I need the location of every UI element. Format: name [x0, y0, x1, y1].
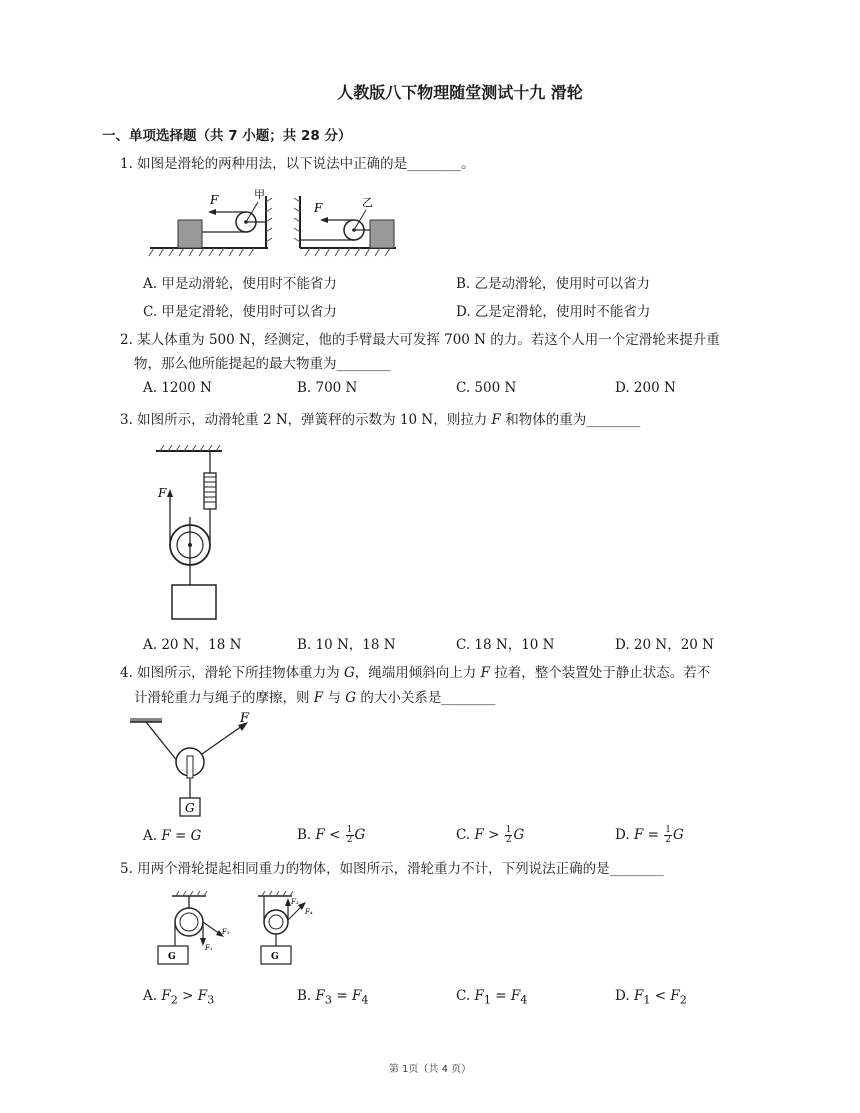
q5-F2-label: F₂	[222, 928, 230, 936]
page-footer: 第 1页（共 4 页）	[388, 1064, 472, 1075]
q4-G-label: G	[185, 801, 195, 815]
q4-option-c[interactable]: C. F > $\frac{1}{2}$ G	[456, 825, 525, 845]
q4-option-d[interactable]: D. F = $\frac{1}{2}$ G	[615, 825, 684, 845]
q5-F1-label: F₁	[205, 944, 213, 952]
q1-right-F-label: F	[314, 201, 323, 215]
page-title: 人教版八下物理随堂测试十九 滑轮	[337, 83, 583, 102]
q1-option-d[interactable]: D. 乙是定滑轮，使用时不能省力	[456, 304, 651, 320]
q1-left-F-label: F	[210, 193, 219, 207]
q5-option-d[interactable]: D. $F_1 < F_2$	[615, 988, 687, 1007]
question-1-stem: 1. 如图是滑轮的两种用法，以下说法中正确的是________。	[120, 156, 475, 172]
question-5-stem: 5. 用两个滑轮提起相同重力的物体，如图所示，滑轮重力不计，下列说法正确的是________	[120, 861, 664, 877]
q4-option-b[interactable]: B. F < $\frac{1}{2}$ G	[297, 825, 366, 845]
question-1-figure	[140, 180, 400, 262]
q3-option-c[interactable]: C. 18 N，10 N	[456, 637, 555, 653]
q1-right-tag: 乙	[362, 196, 373, 209]
q5-option-a[interactable]: A. $F_2 > F_3$	[143, 988, 215, 1007]
question-3-figure	[150, 445, 230, 623]
q2-option-d[interactable]: D. 200 N	[615, 380, 676, 396]
q4-option-a[interactable]: A. F = G	[143, 828, 202, 844]
q5-option-b[interactable]: B. $F_3 = F_4$	[297, 988, 369, 1007]
q2-option-c[interactable]: C. 500 N	[456, 380, 517, 396]
question-4-figure	[128, 712, 268, 822]
q1-option-c[interactable]: C. 甲是定滑轮，使用时可以省力	[143, 304, 337, 320]
q1-left-tag: 甲	[254, 188, 265, 201]
q3-option-b[interactable]: B. 10 N，18 N	[297, 637, 396, 653]
q5-G2-label: G	[271, 952, 279, 962]
q1-option-a[interactable]: A. 甲是动滑轮，使用时不能省力	[143, 276, 337, 292]
q5-F4-label: F₄	[305, 908, 313, 916]
question-2-stem-line1: 2. 某人体重为 500 N，经测定，他的手臂最大可发挥 700 N 的力。若这个人用一个定滑轮来提升重	[120, 332, 720, 348]
q2-option-a[interactable]: A. 1200 N	[143, 380, 212, 396]
question-4-stem-line1: 4. 如图所示，滑轮下所挂物体重力为 G，绳端用倾斜向上力 F 拉着，整个装置处于静止状态。若不	[120, 665, 711, 681]
q3-option-a[interactable]: A. 20 N，18 N	[143, 637, 242, 653]
q4-F-label: F	[240, 712, 250, 726]
question-4-stem-line2: 计滑轮重力与绳子的摩擦，则 F 与 G 的大小关系是________	[134, 690, 496, 706]
question-5-figure	[150, 890, 330, 972]
question-2-stem-line2: 物，那么他所能提起的最大物重为________	[134, 356, 391, 372]
q5-F3-label: F₃	[291, 898, 299, 906]
section-heading: 一、单项选择题（共 7 小题；共 28 分）	[102, 128, 352, 144]
q1-option-b[interactable]: B. 乙是动滑轮，使用时可以省力	[456, 276, 651, 292]
question-3-stem: 3. 如图所示，动滑轮重 2 N，弹簧秤的示数为 10 N，则拉力 F 和物体的重为________	[120, 412, 641, 428]
q5-option-c[interactable]: C. $F_1 = F_4$	[456, 988, 528, 1007]
q5-G1-label: G	[168, 952, 176, 962]
q2-option-b[interactable]: B. 700 N	[297, 380, 358, 396]
q3-F-label: F	[158, 486, 167, 500]
q3-option-d[interactable]: D. 20 N，20 N	[615, 637, 714, 653]
